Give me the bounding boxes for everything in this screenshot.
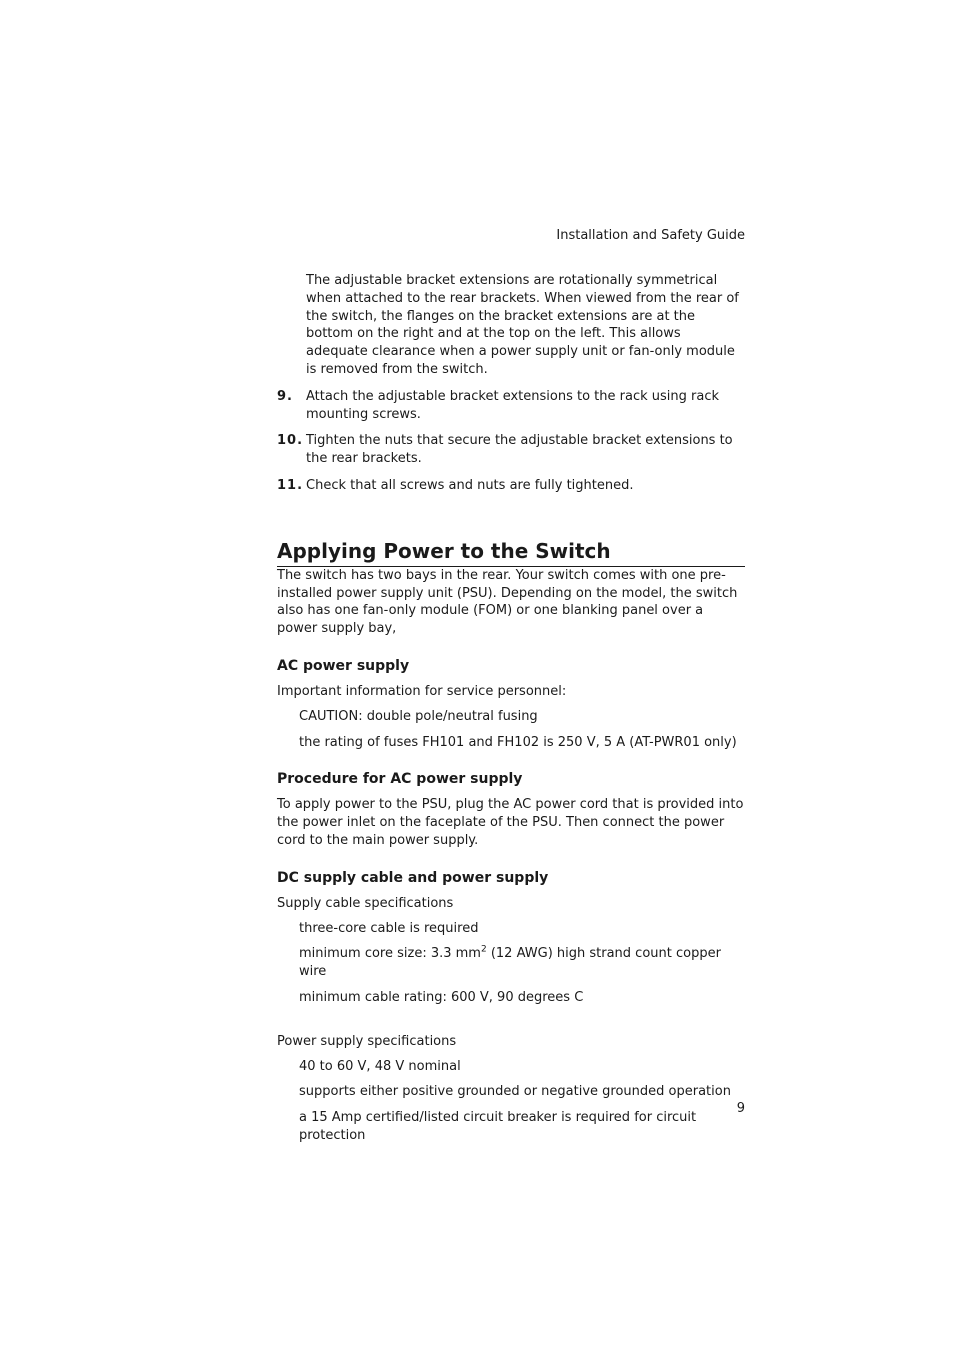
power-spec-lead: Power supply specifications <box>277 1033 457 1049</box>
running-header: Installation and Safety Guide <box>556 228 745 243</box>
core-size-text-rest: (12 AWG) high strand count copper wire <box>299 946 721 980</box>
spacer <box>277 1015 745 1033</box>
step-text: Attach the adjustable bracket extensions to the rack using rack mounting screws. <box>306 388 719 422</box>
list-item: supports either positive grounded or negative grounded operation <box>299 1084 731 1100</box>
page-content <box>277 272 745 1153</box>
ac-power-list <box>299 708 745 752</box>
list-item: three-core cable is required <box>299 920 479 936</box>
list-item <box>299 945 745 981</box>
ac-power-lead: Important information for service personnel: <box>277 683 567 699</box>
step-number: 10. <box>277 433 304 449</box>
page-number: 9 <box>736 1101 745 1116</box>
step-item <box>277 432 745 468</box>
section-title: Applying Power to the Switch <box>277 538 745 567</box>
cable-spec-list <box>299 920 745 1007</box>
step-item <box>277 388 745 424</box>
step-text: Check that all screws and nuts are fully tightened. <box>306 477 634 493</box>
step-number: 11. <box>277 477 304 493</box>
list-item: 40 to 60 V, 48 V nominal <box>299 1058 461 1074</box>
core-size-text: minimum core size: 3.3 mm <box>299 946 481 962</box>
step-number: 9. <box>277 388 293 404</box>
list-item: CAUTION: double pole/neutral fusing <box>299 708 538 724</box>
power-spec-list <box>299 1058 745 1145</box>
list-item: a 15 Amp certified/listed circuit breaker is required for circuit protection <box>299 1110 697 1143</box>
procedure-heading: Procedure for AC power supply <box>277 771 523 788</box>
list-item: the rating of fuses FH101 and FH102 is 250 V, 5 A (AT-PWR01 only) <box>299 734 737 750</box>
list-item: minimum cable rating: 600 V, 90 degrees C <box>299 989 584 1005</box>
step-text: Tighten the nuts that secure the adjustable bracket extensions to the rear brackets. <box>306 433 733 467</box>
step-item <box>277 477 745 495</box>
dc-supply-heading: DC supply cable and power supply <box>277 869 549 886</box>
section-intro: The switch has two bays in the rear. Your switch comes with one pre-installed power supply unit (PSU). Depending on the model, the switch also has one fan-only module (FOM) or one blanking panel over a power supply bay, <box>277 567 738 637</box>
procedure-text: To apply power to the PSU, plug the AC power cord that is provided into the power inlet on the faceplate of the PSU. Then connect the power cord to the main power supply. <box>277 797 744 848</box>
cable-spec-lead: Supply cable specifications <box>277 895 454 911</box>
intro-paragraph: The adjustable bracket extensions are rotationally symmetrical when attached to the rear brackets. When viewed from the rear of the switch, the flanges on the bracket extensions are at the bottom on the right and at the top on the left. This allows adequate clearance when a power supply unit or fan-only module is removed from the switch. <box>306 273 739 377</box>
ac-power-heading: AC power supply <box>277 657 410 674</box>
superscript: 2 <box>480 945 487 955</box>
